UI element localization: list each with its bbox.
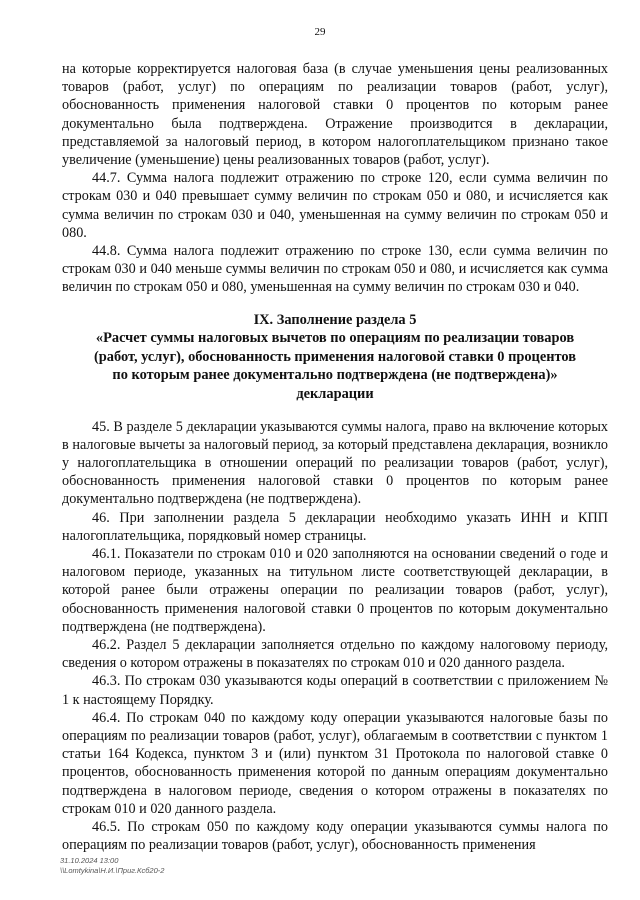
paragraph: на которые корректируется налоговая база (в случае уменьшения цены реализованных товаров (работ, услуг) по операциям по реализации товаров (работ, услуг), обоснованность применения налоговой ставки 0 процентов по которым ранее документально была подтверждена. Отражение производится в декларации, представляемой за налоговый период, в котором налогоплательщиком признано такое увеличение (уменьшение) цены реализованных товаров (работ, услуг).: [62, 61, 608, 169]
paragraph: 46.2. Раздел 5 декларации заполняется отдельно по каждому налоговому периоду, сведения о котором отражены в показателях по строкам 010 и 020 данного раздела.: [62, 637, 608, 672]
page-number: 29: [314, 26, 326, 38]
paragraph: 45. В разделе 5 декларации указываются суммы налога, право на включение которых в налоговые вычеты за налоговый период, за который представлена декларация, возникло у налогоплательщика в отношении операций по реализации товаров (работ, услуг), обоснованность применения налоговой ставки 0 процентов по которым ранее документально подтверждена (не подтверждена).: [62, 418, 608, 508]
paragraph: 44.7. Сумма налога подлежит отражению по строке 120, если сумма величин по строкам 030 и 040 превышает сумму величин по строкам 050 и 080, и исчисляется как сумма величин по строкам 030 и 040, уменьшенная на сумму величин по строкам 050 и 080.: [62, 170, 608, 241]
section-heading: [92, 311, 578, 404]
document-body: [62, 60, 608, 854]
section-heading-title: IX. Заполнение раздела 5: [253, 311, 417, 328]
footer-file-path: \\Lomtykina\Н.И.\Приг.Ксб20-2: [60, 866, 165, 875]
paragraph: 44.8. Сумма налога подлежит отражению по строке 130, если сумма величин по строкам 030 и 040 меньше суммы величин по строкам 050 и 080, и исчисляется как сумма величин по строкам 050 и 080, уменьшенная на сумму величин по строкам 030 и 040.: [62, 243, 608, 296]
footer-timestamp: 31.10.2024 13:00: [60, 856, 119, 865]
footer-stamp: [60, 856, 164, 876]
paragraph: 46. При заполнении раздела 5 декларации необходимо указать ИНН и КПП налогоплательщика, порядковый номер страницы.: [62, 509, 608, 544]
paragraph: 46.4. По строкам 040 по каждому коду операции указываются налоговые базы по операциям по реализации товаров (работ, услуг), облагаемым в соответствии с пунктом 1 статьи 164 Кодекса, пунктом 3 и (или) пунктом 31 Протокола по налоговой ставке 0 процентов, обоснованность применения которой по данным операциям документально подтверждена в налоговом периоде, сведения о котором отражены в показателях по строкам 010 и 020 данного раздела.: [62, 709, 608, 817]
paragraph: 46.5. По строкам 050 по каждому коду операции указываются суммы налога по операциям по реализации товаров (работ, услуг), обоснованность применения: [62, 819, 608, 854]
paragraph: 46.1. Показатели по строкам 010 и 020 заполняются на основании сведений о годе и налоговом периоде, указанных на титульном листе соответствующей декларации, в которой ранее были отражены операции по реализации товаров (работ, услуг), обоснованность применения налоговой ставки 0 процентов по которым документально подтверждена (не подтверждена).: [62, 546, 608, 635]
section-heading-subtitle: «Расчет суммы налоговых вычетов по операциям по реализации товаров (работ, услуг), обоснованность применения налоговой ставки 0 процентов по которым ранее документально подтверждена (не подтверждена)» декларации: [93, 330, 577, 403]
paragraph: 46.3. По строкам 030 указываются коды операций в соответствии с приложением № 1 к настоящему Порядку.: [62, 673, 608, 708]
